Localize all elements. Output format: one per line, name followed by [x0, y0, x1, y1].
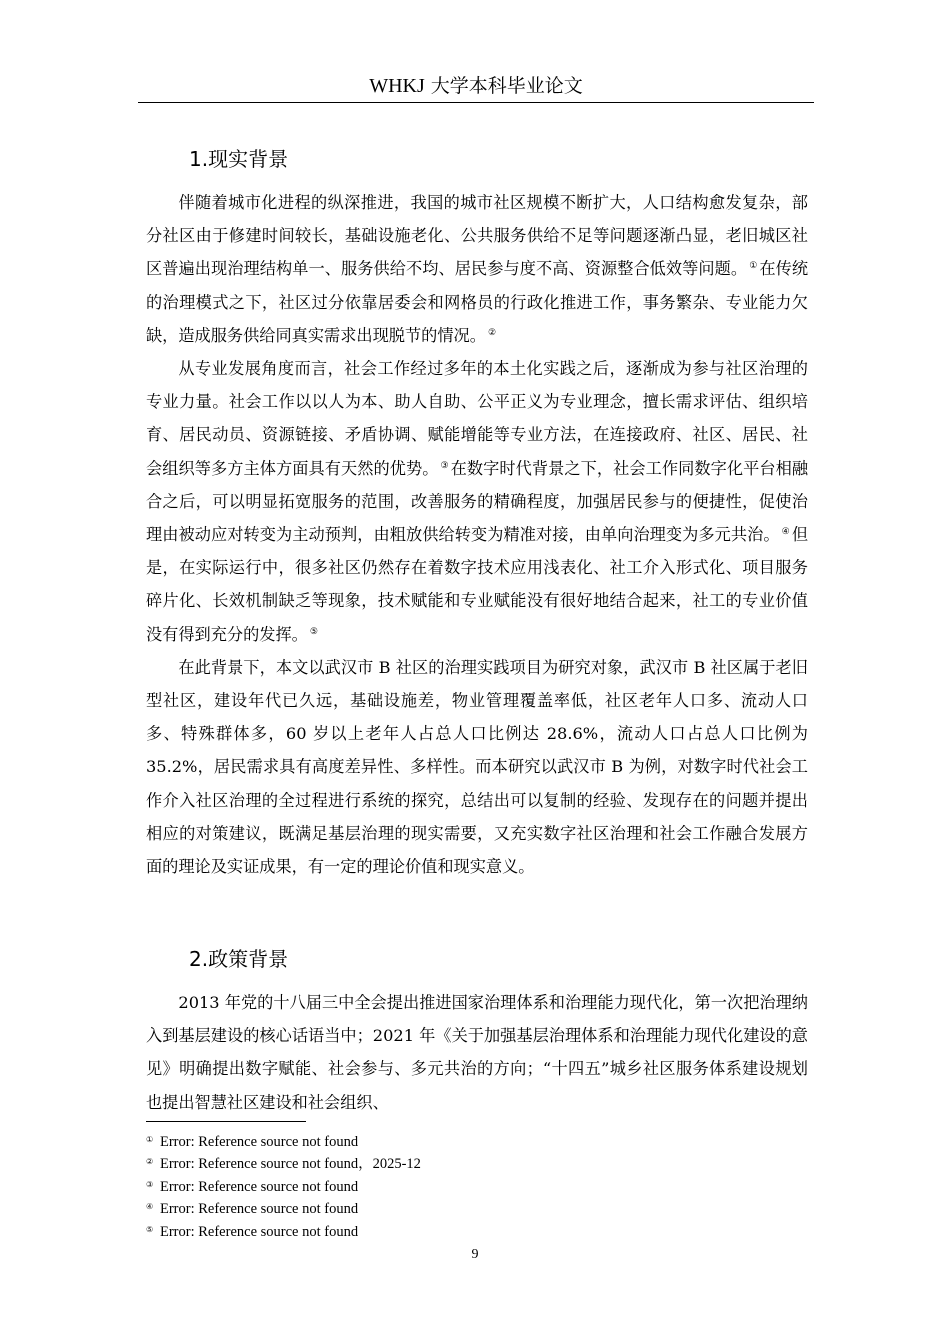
footnote-mark: ④ [146, 1202, 154, 1212]
page-header [138, 72, 814, 100]
paragraph-text: 但是，在实际运行中，很多社区仍然存在着数字技术应用浅表化、社工介入形式化、项目服务碎片化、长效机制缺乏等现象，技术赋能和专业赋能没有很好地结合起来，社工的专业价值没有得到充分的发挥。 [146, 525, 808, 644]
page-number: 9 [471, 1247, 479, 1262]
footnote-ref[interactable]: ⑤ [309, 626, 318, 637]
section-body-reality [146, 186, 808, 883]
footnote-rule [146, 1121, 306, 1122]
footnote-mark: ③ [146, 1179, 154, 1189]
footnote-mark: ② [146, 1157, 154, 1167]
section-heading-policy: 2.政策背景 [189, 947, 289, 971]
footnote-ref[interactable]: ② [487, 327, 497, 338]
footnote-item [146, 1197, 806, 1219]
footnote-ref[interactable]: ④ [781, 527, 790, 538]
footnote-text: Error: Reference source not found [160, 1134, 359, 1150]
paragraph-text: 从专业发展角度而言，社会工作经过多年的本土化实践之后，逐渐成为参与社区治理的专业力量。社会工作以以人为本、助人自助、公平正义为专业理念，擅长需求评估、组织培育、居民动员、资源链接、矛盾协调、赋能增能等专业方法，在连接政府、社区、居民、社会组织等多方主体方面具有天然的优势。 [146, 359, 808, 478]
header-rule [138, 102, 814, 103]
section-heading-reality: 1.现实背景 [189, 147, 289, 171]
paragraph [146, 352, 808, 651]
footnote-text: Error: Reference source not found [160, 1178, 359, 1195]
header-title: 大学本科毕业论文 [424, 75, 583, 97]
footnote-mark: ① [146, 1135, 154, 1144]
header-latin: WHKJ [369, 75, 425, 97]
paragraph-text: 伴随着城市化进程的纵深推进，我国的城市社区规模不断扩大，人口结构愈发复杂，部分社区由于修建时间较长，基础设施老化、公共服务供给不足等问题逐渐凸显，老旧城区社区普遍出现治理结构单一、服务供给不均、居民参与度不高、资源整合低效等问题。 [146, 193, 808, 279]
paragraph: 在此背景下，本文以武汉市 B 社区的治理实践项目为研究对象，武汉市 B 社区属于老旧型社区，建设年代已久远，基础设施差，物业管理覆盖率低，社区老年人口多、流动人口多、特殊群体多，60 岁以上老年人占总人口比例达 28.6%，流动人口占总人口比例为 35.2%，居民需求具有高度差异性、多样性。而本研究以武汉市 B 为例，对数字时代社会工作介入社区治理的全过程进行系统的探究，总结出可以复制的经验、发现存在的问题并提出相应的对策建议，既满足基层治理的现实需要，又充实数字社区治理和社会工作融合发展方面的理论及实证成果，有一定的理论价值和现实意义。 [146, 657, 808, 877]
footnote-item [146, 1130, 806, 1152]
footnote-item [146, 1220, 806, 1242]
footnote-text: Error: Reference source not found [160, 1223, 359, 1240]
footnote-text: Error: Reference source not found，2025-12 [160, 1156, 421, 1173]
footnote-ref[interactable]: ③ [440, 460, 449, 471]
footnote-ref[interactable]: ① [749, 261, 758, 272]
footnotes [146, 1130, 806, 1242]
paragraph [146, 186, 808, 352]
footnote-item [146, 1175, 806, 1197]
section-body-policy [146, 986, 808, 1119]
paragraph-text: 在传统的治理模式之下，社区过分依靠居委会和网格员的行政化推进工作，事务繁杂、专业能力欠缺，造成服务供给同真实需求出现脱节的情况。 [146, 259, 809, 345]
footnote-text: Error: Reference source not found [160, 1201, 359, 1218]
paragraph-text: 在数字时代背景之下，社会工作同数字化平台相融合之后，可以明显拓宽服务的范围，改善服务的精确程度，加强居民参与的便捷性，促使治理由被动应对转变为主动预判，由粗放供给转变为精准对接，由单向治理变为多元共治。 [146, 458, 809, 545]
footnote-mark: ⑤ [146, 1224, 154, 1234]
footnote-item [146, 1152, 806, 1174]
paragraph: 2013 年党的十八届三中全会提出推进国家治理体系和治理能力现代化，第一次把治理纳入到基层建设的核心话语当中；2021 年《关于加强基层治理体系和治理能力现代化建设的意见》明确提出数字赋能、社会参与、多元共治的方向；“十四五”城乡社区服务体系建设规划也提出智慧社区建设和社会组织、 [146, 993, 808, 1112]
